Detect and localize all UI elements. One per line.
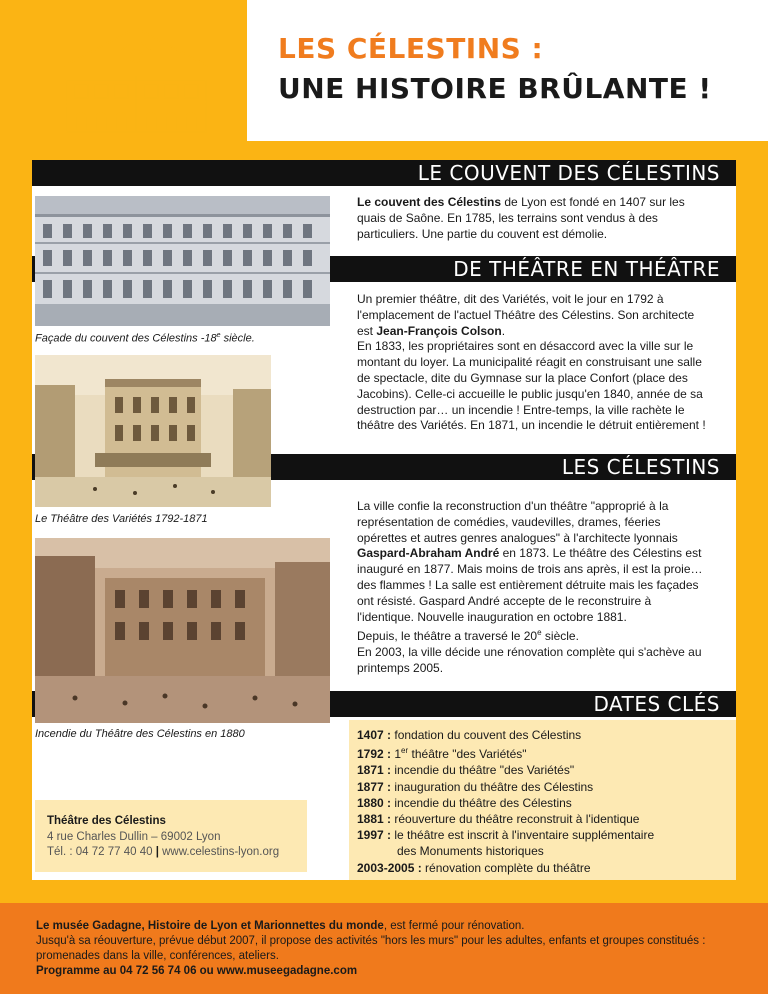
contact-name: Théâtre des Célestins [47,815,166,827]
date-row [357,779,727,795]
date-text: 1 [391,747,402,762]
date-row [357,743,727,762]
footer-line2: Jusqu'à sa réouverture, prévue début 2007, il propose des activités "hors les murs" pour les adultes, enfants et groupes constitués : promenades dans la ville, conférences, ateliers. [36,935,706,962]
date-year: 1792 : [357,747,392,762]
date-row [357,795,727,811]
date-text: incendie du théâtre "des Variétés" [391,763,575,778]
text-celestins-part2: en 1873. Le théâtre des Célestins est inauguré en 1877. Mais moins de trois ans après, il est la proie… des flammes ! La salle est entièrement détruite mais les façades ont résisté. Gaspard André accepte de le reconstruire à l'identique. Nouvelle inauguration en octobre 1881. [357,546,703,624]
text-celestins-sup: e [537,628,542,638]
date-text: inauguration du théâtre des Célestins [391,779,594,794]
date-row [357,860,727,876]
text-theatre-part1: Un premier théâtre, dit des Variétés, voit le jour en 1792 à l'emplacement de l'actuel Théâtre des Célestins. Son architecte est [357,292,695,338]
contact-address: 4 rue Charles Dullin – 69002 Lyon [47,830,221,843]
caption-incendie: Incendie du Théâtre des Célestins en 1880 [35,728,245,740]
section-text-couvent [357,195,707,242]
caption-facade-b: siècle. [220,332,255,345]
date-text: le théâtre est inscrit à l'inventaire supplémentaire [391,828,655,843]
text-theatre-part2: . [501,323,506,338]
section-heading-celestins: LES CÉLESTINS [561,455,720,479]
date-row [357,811,727,827]
page-title-line1: LES CÉLESTINS : [278,32,544,65]
date-year: 1880 : [357,795,392,810]
caption-facade [35,332,255,345]
text-celestins-part4: En 2003, la ville décide une rénovation complète qui s'achève au printemps 2005. [357,645,702,675]
contact-line [47,845,307,861]
theatre-facade-icon [52,20,220,138]
text-celestins-part1: La ville confie la reconstruction d'un théâtre "approprié à la représentation de comédies, vaudevilles, drames, féeries opérettes et autres genres analogues" à l'architecte lyonnais [357,499,678,545]
section-text-theatre [357,292,707,434]
date-year: 1881 : [357,812,392,827]
image-theatre-varietes [35,355,271,507]
caption-facade-sup: e [216,332,221,339]
title-panel [247,0,768,141]
footer-line3 [36,964,768,979]
text-celestins-part3a: Depuis, le théâtre a traversé le 20 [357,629,538,644]
date-row [357,827,727,843]
section-heading-dates: DATES CLÉS [593,692,720,716]
footer [0,903,768,994]
text-couvent-rest: de Lyon est fondé en 1407 sur les quais de Saône. En 1785, les terrains sont vendus à des particuliers. Une partie du couvent est démolie. [357,195,685,241]
text-bold-andre: Gaspard-Abraham André [357,546,500,561]
image-incendie-1880 [35,538,330,723]
section-heading-couvent: LE COUVENT DES CÉLESTINS [417,161,720,185]
contact-tel: Tél. : 04 72 77 40 40 [47,846,153,858]
date-year: 2003-2005 : [357,860,422,875]
date-row [357,727,727,743]
page-title-line2: UNE HISTOIRE BRÛLANTE ! [278,72,712,105]
text-theatre-part3: En 1833, les propriétaires sont en désaccord avec la ville sur le montant du loyer. La municipalité réagit en construisant une salle de spectacle, dite du Gymnase sur la place Confort (place des Jacobins). Celle-ci accueille le public jusqu'en 1840, année de sa destruction par… un incendie ! Entre-temps, la ville rachète le théâtre des Variétés. En 1871, un incendie le détruit entièrement ! [357,339,706,433]
date-text: théâtre "des Variétés" [408,747,527,762]
text-bold-couvent: Le couvent des Célestins [357,195,502,209]
footer-museum-name: Le musée Gadagne, Histoire de Lyon et Marionnettes du monde [36,920,384,932]
date-text-continuation: des Monuments historiques [397,844,544,859]
contact-box [35,800,307,872]
caption-facade-a: Façade du couvent des Célestins -18 [35,332,217,345]
section-band-couvent [32,160,736,186]
date-year: 1877 : [357,779,392,794]
section-heading-theatre: DE THÉÂTRE EN THÉÂTRE [453,257,720,281]
contact-website-link[interactable]: www.celestins-lyon.org [162,846,280,858]
footer-line1 [36,919,768,934]
date-year: 1997 : [357,828,392,843]
date-text: réouverture du théâtre reconstruit à l'identique [391,812,640,827]
contact-separator: | [155,846,159,858]
date-year: 1871 : [357,763,392,778]
text-bold-colson: Jean-François Colson [376,323,502,338]
footer-programme-link[interactable]: Programme au 04 72 56 74 06 ou www.museegadagne.com [36,965,358,977]
dates-list [357,727,727,876]
date-row [357,843,727,859]
date-year: 1407 : [357,728,392,742]
image-facade-couvent [35,196,330,326]
footer-line1-rest: , est fermé pour rénovation. [383,920,525,932]
date-sup: er [401,746,409,756]
text-celestins-part3b: siècle. [541,629,579,644]
date-text: incendie du théâtre des Célestins [391,795,572,810]
section-text-celestins [357,499,707,677]
date-text: fondation du couvent des Célestins [391,728,582,742]
caption-varietes: Le Théâtre des Variétés 1792-1871 [35,513,208,525]
date-row [357,762,727,778]
date-text: rénovation complète du théâtre [421,860,591,875]
